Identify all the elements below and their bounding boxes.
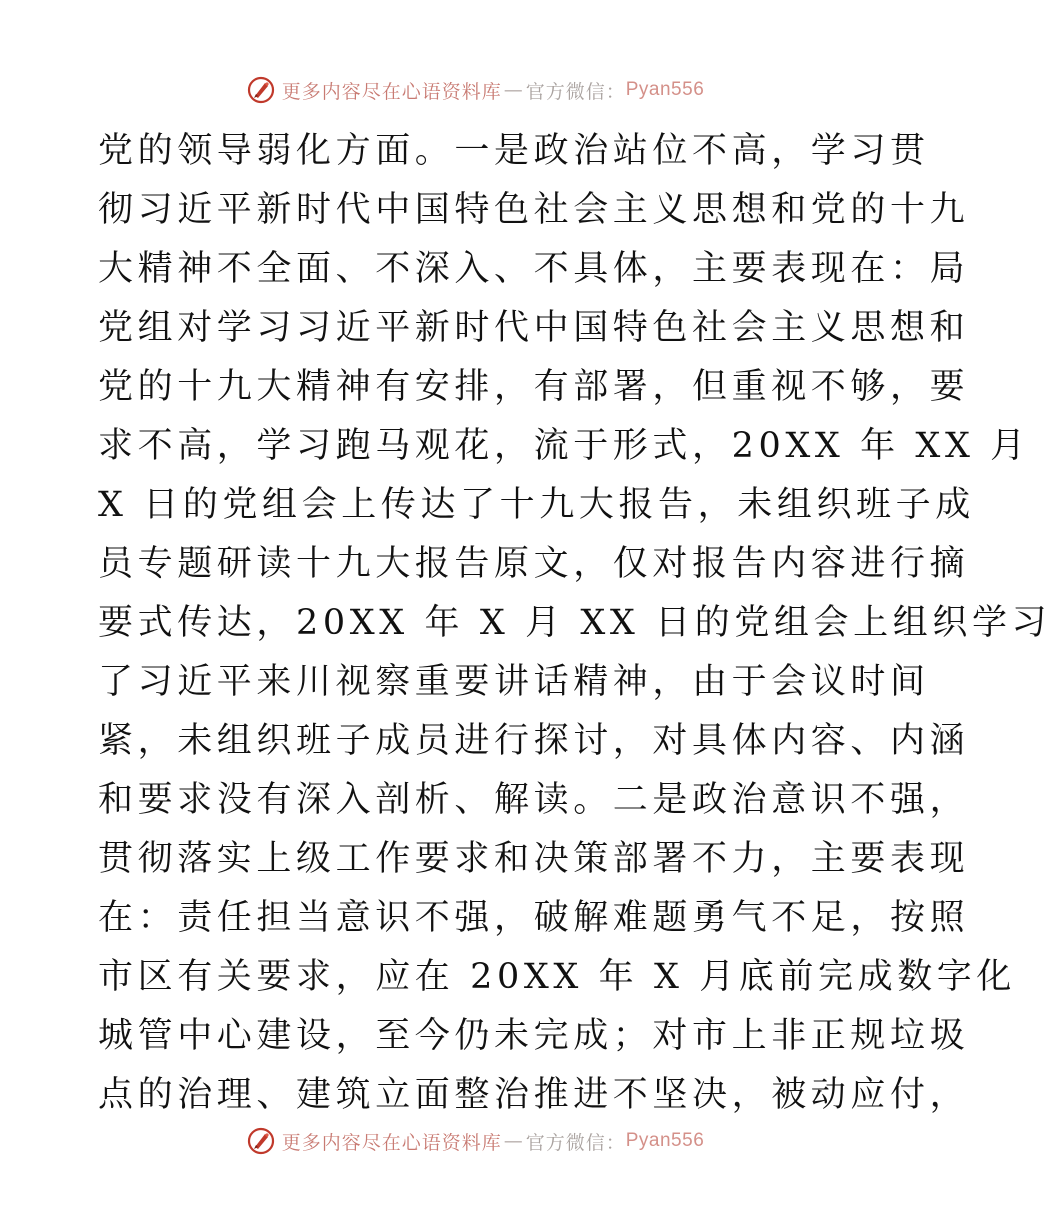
watermark-separator: — bbox=[503, 1130, 524, 1152]
text-line: 党组对学习习近平新时代中国特色社会主义思想和 bbox=[98, 308, 970, 348]
body-text bbox=[98, 122, 1051, 1125]
text-line: 党的十九大精神有安排，有部署，但重视不够，要 bbox=[98, 367, 970, 407]
watermark-id: Pyan556 bbox=[625, 1130, 705, 1151]
text-line: 求不高，学习跑马观花，流于形式，20XX 年 XX 月 bbox=[98, 426, 1030, 466]
watermark-text: 更多内容尽在心语资料库 bbox=[281, 1131, 502, 1154]
footer-watermark bbox=[0, 1123, 950, 1159]
text-line: 市区有关要求，应在 20XX 年 X 月底前完成数字化 bbox=[98, 957, 1016, 997]
text-line: X 日的党组会上传达了十九大报告，未组织班子成 bbox=[98, 485, 975, 525]
text-line: 要式传达，20XX 年 X 月 XX 日的党组会上组织学习 bbox=[98, 603, 1051, 643]
watermark-logo-icon bbox=[246, 1126, 276, 1156]
watermark-separator: — bbox=[503, 79, 524, 101]
text-line: 彻习近平新时代中国特色社会主义思想和党的十九 bbox=[98, 190, 970, 230]
text-line: 和要求没有深入剖析、解读。二是政治意识不强， bbox=[98, 780, 970, 820]
text-line: 点的治理、建筑立面整治推进不坚决，被动应付， bbox=[98, 1075, 970, 1115]
text-line: 党的领导弱化方面。一是政治站位不高，学习贯 bbox=[98, 131, 930, 171]
watermark-label: 官方微信： bbox=[525, 80, 626, 103]
text-line: 大精神不全面、不深入、不具体，主要表现在：局 bbox=[98, 249, 970, 289]
watermark-text: 更多内容尽在心语资料库 bbox=[281, 80, 502, 103]
text-line: 在：责任担当意识不强，破解难题勇气不足，按照 bbox=[98, 898, 970, 938]
text-line: 员专题研读十九大报告原文，仅对报告内容进行摘 bbox=[98, 544, 970, 584]
watermark-label: 官方微信： bbox=[525, 1131, 626, 1154]
text-line: 了习近平来川视察重要讲话精神，由于会议时间 bbox=[98, 662, 930, 702]
text-line: 城管中心建设，至今仍未完成；对市上非正规垃圾 bbox=[98, 1016, 970, 1056]
watermark-id: Pyan556 bbox=[625, 79, 705, 100]
header-watermark bbox=[0, 72, 950, 108]
text-line: 紧，未组织班子成员进行探讨，对具体内容、内涵 bbox=[98, 721, 970, 761]
watermark-logo-icon bbox=[246, 75, 276, 105]
text-line: 贯彻落实上级工作要求和决策部署不力，主要表现 bbox=[98, 839, 970, 879]
